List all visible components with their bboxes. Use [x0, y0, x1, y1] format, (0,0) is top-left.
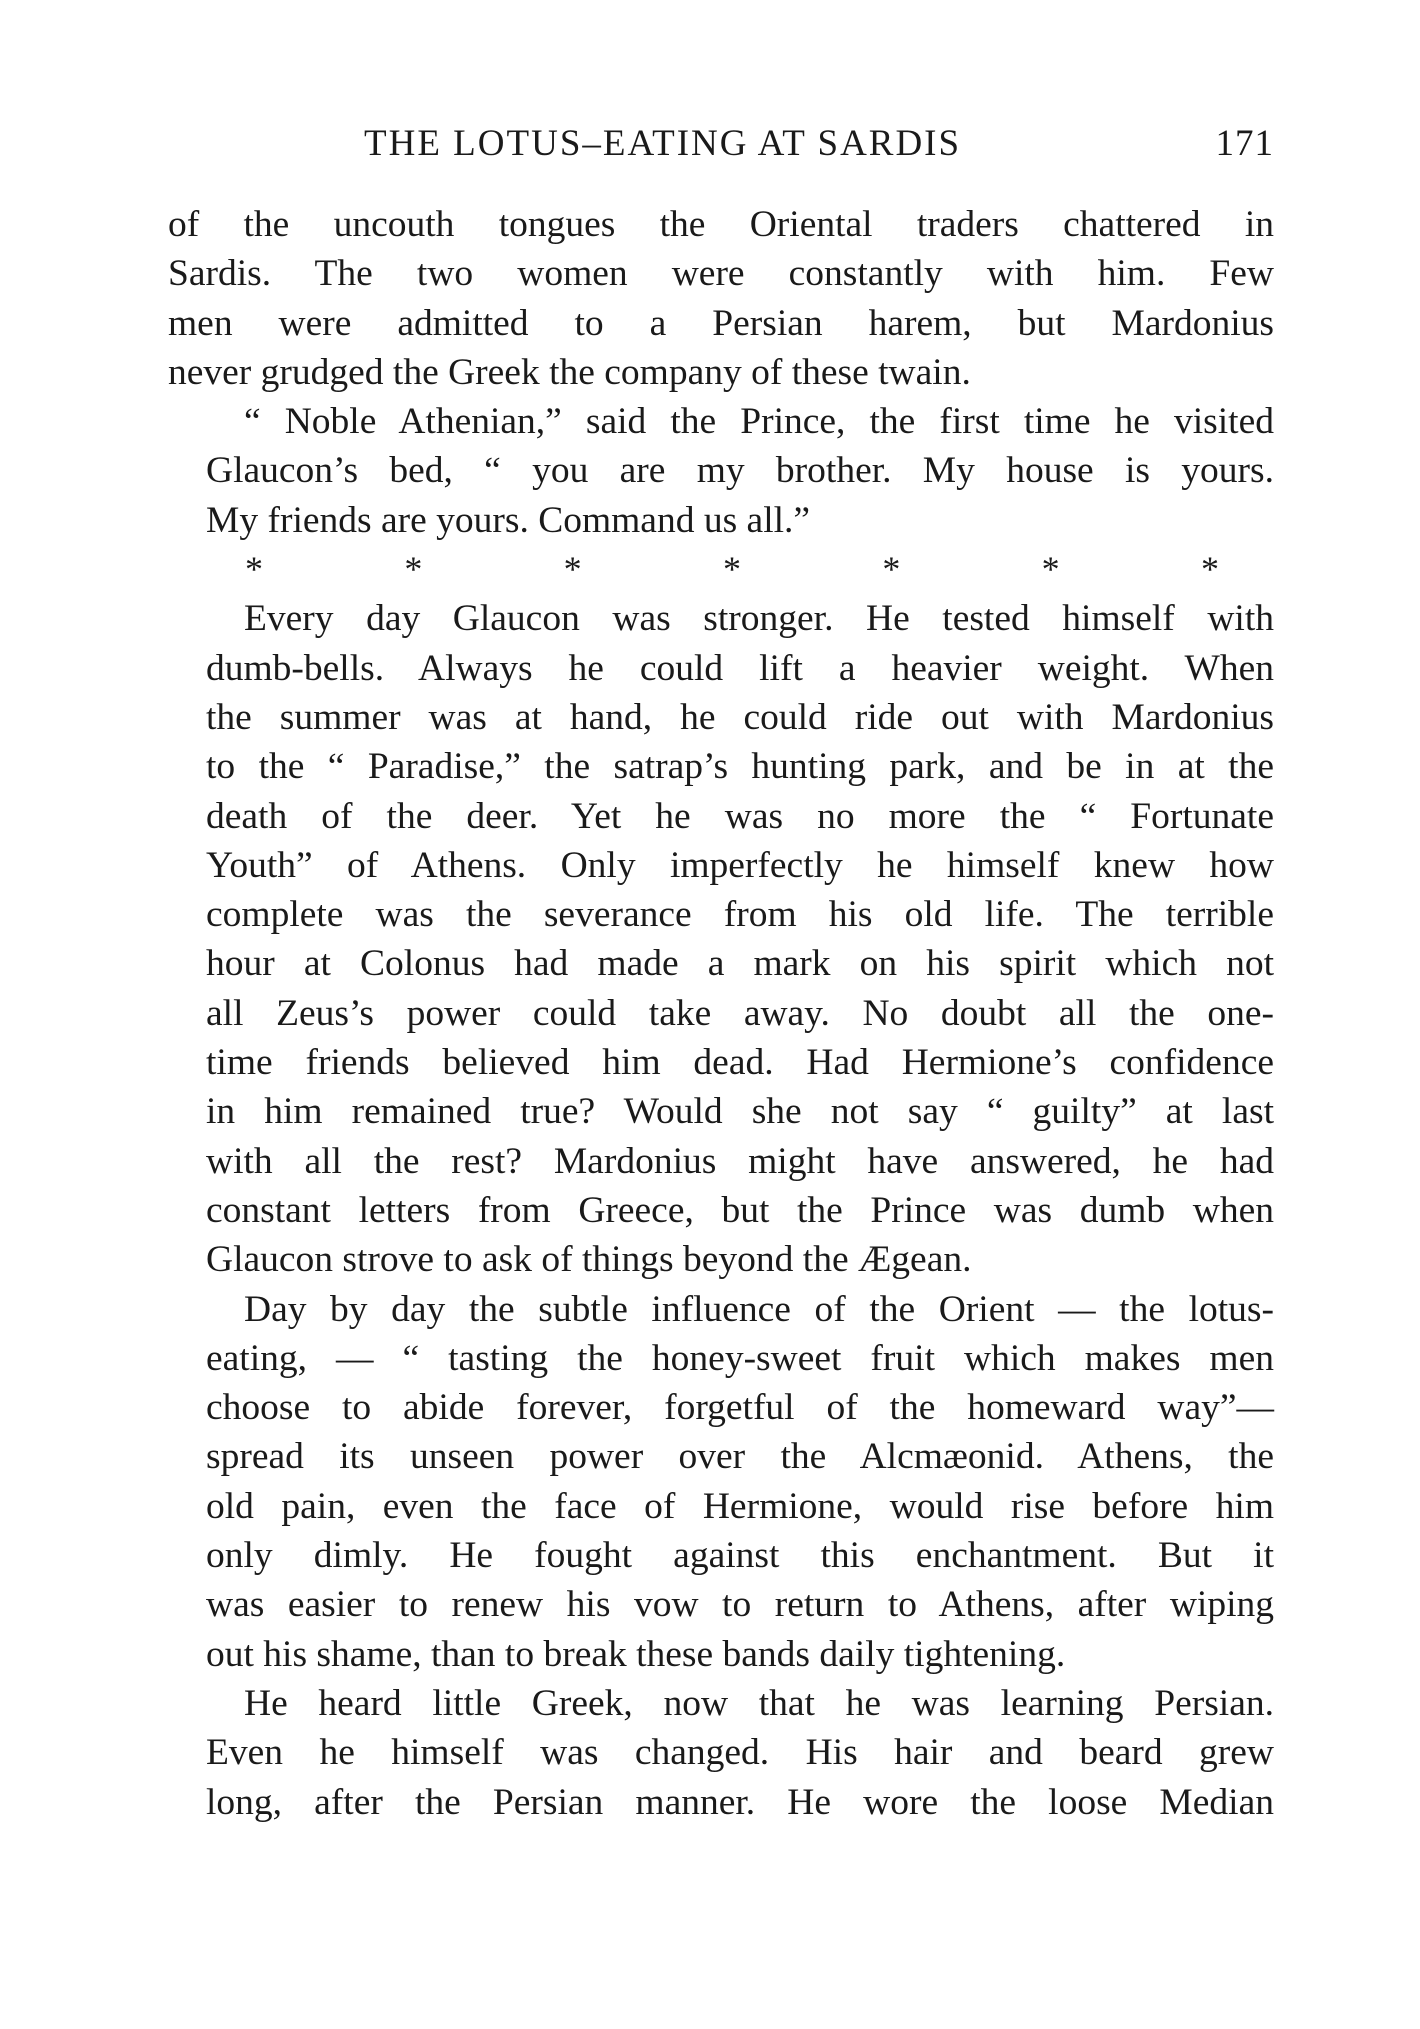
text-line: Glaucon strove to ask of things beyond the Ægean. — [206, 1239, 972, 1281]
text-line: Every day Glaucon was stronger. He tested himself with — [244, 598, 1274, 640]
text-line: was easier to renew his vow to return to Athens, after wiping — [206, 1584, 1274, 1626]
text-line: Glaucon’s bed, “ you are my brother. My house is yours. — [206, 450, 1274, 492]
asterisk: * — [1041, 549, 1060, 590]
text-line: dumb-bells. Always he could lift a heavier weight. When — [206, 647, 1274, 689]
text-line: hour at Colonus had made a mark on his spirit which not — [206, 943, 1274, 985]
running-head — [168, 118, 1274, 170]
running-title: THE LOTUS–EATING AT SARDIS — [364, 123, 962, 164]
paragraph-5 — [168, 1679, 1274, 1827]
text-line: “ Noble Athenian,” said the Prince, the first time he visited — [244, 401, 1274, 443]
paragraph-2 — [168, 397, 1274, 545]
book-page — [168, 118, 1274, 1827]
text-line: old pain, even the face of Hermione, would rise before him — [206, 1485, 1274, 1527]
text-line: time friends believed him dead. Had Hermione’s confidence — [206, 1042, 1274, 1084]
text-line: My friends are yours. Command us all.” — [206, 499, 811, 541]
page-number: 171 — [1215, 123, 1274, 164]
text-line: all Zeus’s power could take away. No doubt all the one- — [206, 992, 1274, 1034]
text-line: only dimly. He fought against this enchantment. But it — [206, 1535, 1274, 1577]
text-line: the summer was at hand, he could ride out with Mardonius — [206, 696, 1274, 738]
section-break — [244, 545, 1220, 594]
asterisk: * — [404, 549, 423, 590]
paragraph-1 — [168, 200, 1274, 397]
asterisk: * — [722, 549, 741, 590]
asterisk: * — [245, 549, 263, 590]
text-line: complete was the severance from his old life. The terrible — [206, 894, 1274, 936]
asterisk: * — [882, 549, 901, 590]
text-line: in him remained true? Would she not say “ guilty” at last — [206, 1091, 1274, 1133]
text-line: never grudged the Greek the company of these twain. — [168, 351, 971, 393]
text-line: Sardis. The two women were constantly with him. Few — [168, 253, 1274, 295]
text-line: constant letters from Greece, but the Prince was dumb when — [206, 1189, 1274, 1231]
paragraph-3 — [168, 594, 1274, 1284]
body-text — [168, 200, 1274, 1827]
text-line: spread its unseen power over the Alcmæonid. Athens, the — [206, 1436, 1274, 1478]
text-line: Day by day the subtle influence of the Orient — the lotus- — [244, 1288, 1274, 1330]
text-line: eating, — “ tasting the honey-sweet fruit which makes men — [206, 1337, 1274, 1379]
asterisk: * — [563, 549, 582, 590]
text-line: choose to abide forever, forgetful of the homeward way”— — [206, 1387, 1274, 1429]
asterisk: * — [1200, 549, 1219, 590]
paragraph-4 — [168, 1285, 1274, 1679]
text-line: with all the rest? Mardonius might have answered, he had — [206, 1140, 1274, 1182]
text-line: Even he himself was changed. His hair and beard grew — [206, 1732, 1274, 1774]
text-line: long, after the Persian manner. He wore the loose Median — [206, 1781, 1274, 1823]
text-line: men were admitted to a Persian harem, but Mardonius — [168, 302, 1274, 344]
text-line: He heard little Greek, now that he was learning Persian. — [244, 1682, 1274, 1724]
text-line: to the “ Paradise,” the satrap’s hunting park, and be in at the — [206, 746, 1274, 788]
text-line: death of the deer. Yet he was no more the “ Fortunate — [206, 795, 1274, 837]
text-line: of the uncouth tongues the Oriental traders chattered in — [168, 204, 1274, 245]
text-line: out his shame, than to break these bands daily tightening. — [206, 1633, 1066, 1675]
text-line: Youth” of Athens. Only imperfectly he himself knew how — [206, 844, 1274, 886]
